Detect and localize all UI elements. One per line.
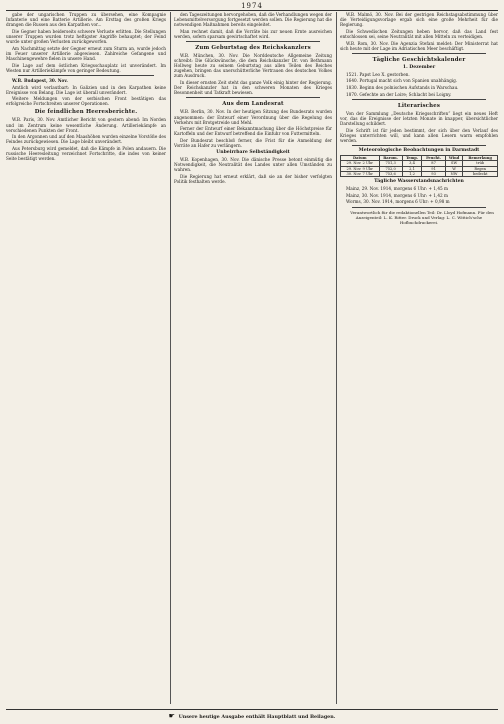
column-divider xyxy=(336,12,337,704)
paragraph: Aus Petersburg wird gemeldet, daß die Kämpfe in Polen andauern. Die russische Heeresleitung verzeichnet Fortschritte, die indes von keiner Seite bestätigt werden. xyxy=(6,146,166,162)
paragraph: Der Bundesrat beschloß ferner, die Frist für die Anmeldung der Vorräte an Hafer zu verlängern. xyxy=(174,138,332,149)
footer-text: Unsere heutige Ausgabe enthält Hauptblatt und Beilagen. xyxy=(178,714,336,720)
column-divider xyxy=(170,12,171,704)
section-heading: Aus dem Landesrat xyxy=(222,101,284,108)
table-header-cell: Barom. xyxy=(379,155,402,160)
paragraph: Von der Sammlung „Deutsche Kriegsschriften“ liegt ein neues Heft vor, das die Ereignisse der letzten Monate in knapper, übersichtlicher Darstellung schildert. xyxy=(340,110,498,127)
table-header-cell: Bemerkung xyxy=(463,155,498,160)
paragraph: W.B. München, 30. Nov. Die Norddeutsche Allgemeine Zeitung schreibt: Die Glückwünsche, die dem Reichskanzler Dr. von Bethmann Hollweg heute zu seinem Geburtstag aus allen Teilen des Reiches zugehen, bringen das unerschütterliche Vertrauen des deutschen Volkes zum Ausdruck. xyxy=(174,53,332,79)
table-cell: 93 xyxy=(422,171,445,176)
calendar-entry: 1870. Gefechte an der Loire; Schlacht bei Loigny. xyxy=(346,91,452,97)
table-cell: 751,3 xyxy=(379,161,402,166)
table-cell: NW xyxy=(445,171,463,176)
subsection-heading: 1. Dezember xyxy=(402,64,436,70)
paragraph: In dieser ernsten Zeit steht das ganze Volk einig hinter der Regierung. Der Reichskanzler hat in den schweren Monaten des Krieges Besonnenheit und Tatkraft bewiesen. xyxy=(174,80,332,96)
subsection-heading: Meteorologische Beobachtungen in Darmstadt xyxy=(358,148,480,154)
imprint: Verantwortlich für die redaktionellen Teil: Dr. Lloyd Hofmann. Für den Anzeigenteil: L. K. Ritter. Druck und Verlag: L. C. Wittich'sche Hofbuchdruckerei. xyxy=(350,209,494,225)
footer-rule xyxy=(6,709,498,710)
table-cell: W xyxy=(445,166,463,171)
separator xyxy=(186,41,320,42)
table-cell: 91 xyxy=(422,166,445,171)
table-cell: trüb xyxy=(463,161,498,166)
separator xyxy=(186,97,320,98)
paragraph: W.B. Rom, 30. Nov. Die Agenzia Stefani meldet: Der Ministerrat hat sich heute mit der Lage im Adriatischen Meer beschäftigt. xyxy=(340,40,498,51)
table-cell: 1,2 xyxy=(402,171,422,176)
paragraph: Ferner der Entwurf einer Bekanntmachung über die Höchstpreise für Kartoffeln und der Entwurf betreffend die Einfuhr von Futtermitteln. xyxy=(174,126,332,137)
calendar-entry: 1640. Portugal macht sich von Spanien unabhängig. xyxy=(346,78,458,84)
paragraph: Man rechnet damit, daß die Vorräte bis zur neuen Ernte ausreichen werden, sofern sparsam gewirtschaftet wird. xyxy=(174,28,332,39)
table-cell: 752,0 xyxy=(379,166,402,171)
table-cell: 29. Nov. 2 Uhr xyxy=(341,161,380,166)
section-heading: Literarisches xyxy=(397,102,441,109)
water-level-entry: Mainz, 30. Nov. 1914, morgens 6 Uhr: + 1,42 m xyxy=(346,192,448,198)
subsection-heading: Tägliche Wasserstandsnachrichten xyxy=(374,179,464,185)
table-cell: 30. Nov. 7 Uhr xyxy=(341,171,380,176)
table-row xyxy=(341,171,498,176)
table-header-cell: Feucht. xyxy=(422,155,445,160)
table-cell: SW xyxy=(445,161,463,166)
footer-note xyxy=(6,713,498,720)
table-cell: 29. Nov. 9 Uhr xyxy=(341,166,380,171)
paragraph: W.B. Paris, 30. Nov. Amtlicher Bericht von gestern abend: Im Norden und im Zentrum keine wesentliche Änderung. Artilleriekämpfe an verschiedenen Punkten der Front. xyxy=(6,117,166,133)
paragraph: W.B. Malmö, 30. Nov. Bei der gestrigen Reichstagsabstimmung über die Verteidigungsvorlage ergab sich eine große Mehrheit für die Regierung. xyxy=(340,12,498,28)
table-cell: 753,6 xyxy=(379,171,402,176)
header-rule xyxy=(6,10,498,11)
table-cell: 2,1 xyxy=(402,166,422,171)
table-header-cell: Temp. xyxy=(402,155,422,160)
paragraph: Die Schrift ist für jeden bestimmt, der sich über den Verlauf des Krieges unterrichten will, und kann allen Lesern warm empfohlen werden. xyxy=(340,127,498,143)
section-heading: Tägliche Geschichtskalender xyxy=(372,56,466,63)
table-cell: Regen xyxy=(463,166,498,171)
separator xyxy=(352,207,486,208)
water-level-entry: Worms, 30. Nov. 1914, morgens 6 Uhr: + 0,98 m xyxy=(346,199,450,205)
separator xyxy=(352,145,486,146)
separator xyxy=(352,99,486,100)
paragraph: Die Gegner haben beiderseits schwere Verluste erlitten. Die Stellungen unserer Truppen wurden trotz heftigster Angriffe behauptet; der Feind wurde unter großen Verlusten zurückgeworfen. xyxy=(6,28,166,45)
paragraph: In den Argonnen und auf den Maashöhen wurden einzelne Vorstöße des Feindes zurückgewiesen. Die Lage bleibt unverändert. xyxy=(6,134,166,145)
paragraph: Weitere Meldungen von der serbischen Front bestätigen das erfolgreiche Fortschreiten unserer Operationen. xyxy=(6,96,166,107)
subsection-heading: Unbeirrbare Selbständigkeit xyxy=(216,150,290,156)
paragraph: den Tageszeitungen hervorgehoben, daß die Verhandlungen wegen der Lebensmittelversorgung fortgesetzt werden sollen. Die Regierung hat die notwendigen Maßnahmen bereits eingeleitet. xyxy=(174,12,332,28)
separator xyxy=(18,75,154,76)
paragraph: Die Lage auf dem östlichen Kriegsschauplatz ist unverändert. Im Westen nur Artilleriekämpfe von geringer Bedeutung. xyxy=(6,62,166,73)
table-cell: bedeckt xyxy=(463,171,498,176)
water-level-entry: Mainz, 29. Nov. 1914, morgens 6 Uhr: + 1,45 m xyxy=(346,186,448,192)
dateline: W.B. Budapest, 30. Nov. xyxy=(12,77,68,83)
page-number: 1974 xyxy=(241,2,263,10)
article-column-1 xyxy=(6,12,166,704)
paragraph: W.B. Kopenhagen, 30. Nov. Die dänische Presse betont einmütig die Notwendigkeit, die Neutralität des Landes unter allen Umständen zu wahren. xyxy=(174,157,332,173)
calendar-entry: 1830. Beginn des polnischen Aufstands in Warschau. xyxy=(346,85,459,91)
paragraph: gabe der ungarischen Truppen zu übersehen, eine Kompagnie Infanterie und eine Batterie Artillerie. Am Ersttag des großen Kriegs drangen die Russen aus den Karpathen vor... xyxy=(6,12,166,28)
section-heading: Zum Geburtstag des Reichskanzlers xyxy=(195,45,311,52)
calendar-entry: 1521. Papst Leo X. gestorben. xyxy=(346,71,410,77)
article-column-3 xyxy=(340,12,498,704)
paragraph: Am Nachmittag setzte der Gegner erneut zum Sturm an, wurde jedoch im Feuer unserer Artillerie abgewiesen. Zahlreiche Gefangene und Maschinengewehre fielen in unsere Hand. xyxy=(6,45,166,61)
paragraph: Amtlich wird verlautbart: In Galizien und in den Karpathen keine Ereignisse von Belang. Die Lage ist überall unverändert. xyxy=(6,84,166,95)
weather-table xyxy=(340,155,498,177)
pointing-hand-icon: ☛ xyxy=(168,712,175,720)
article-column-2 xyxy=(174,12,332,704)
paragraph: Die Schwedischen Zeitungen heben hervor, daß das Land fest entschlossen sei, seine Neutralität mit allen Mitteln zu verteidigen. xyxy=(340,28,498,39)
paragraph: W.B. Berlin, 30. Nov. In der heutigen Sitzung des Bundesrats wurden angenommen: der Entwurf einer Verordnung über die Regelung des Verkehrs mit Brotgetreide und Mehl. xyxy=(174,109,332,125)
table-cell: 3,4 xyxy=(402,161,422,166)
paragraph: Die Regierung hat erneut erklärt, daß sie an der bisher verfolgten Politik festhalten werde. xyxy=(174,174,332,185)
table-cell: 87 xyxy=(422,161,445,166)
table-header-cell: Wind xyxy=(445,155,463,160)
separator xyxy=(352,53,486,54)
section-heading: Die feindlichen Heeresberichte. xyxy=(34,109,138,116)
table-header-cell: Datum xyxy=(341,155,380,160)
